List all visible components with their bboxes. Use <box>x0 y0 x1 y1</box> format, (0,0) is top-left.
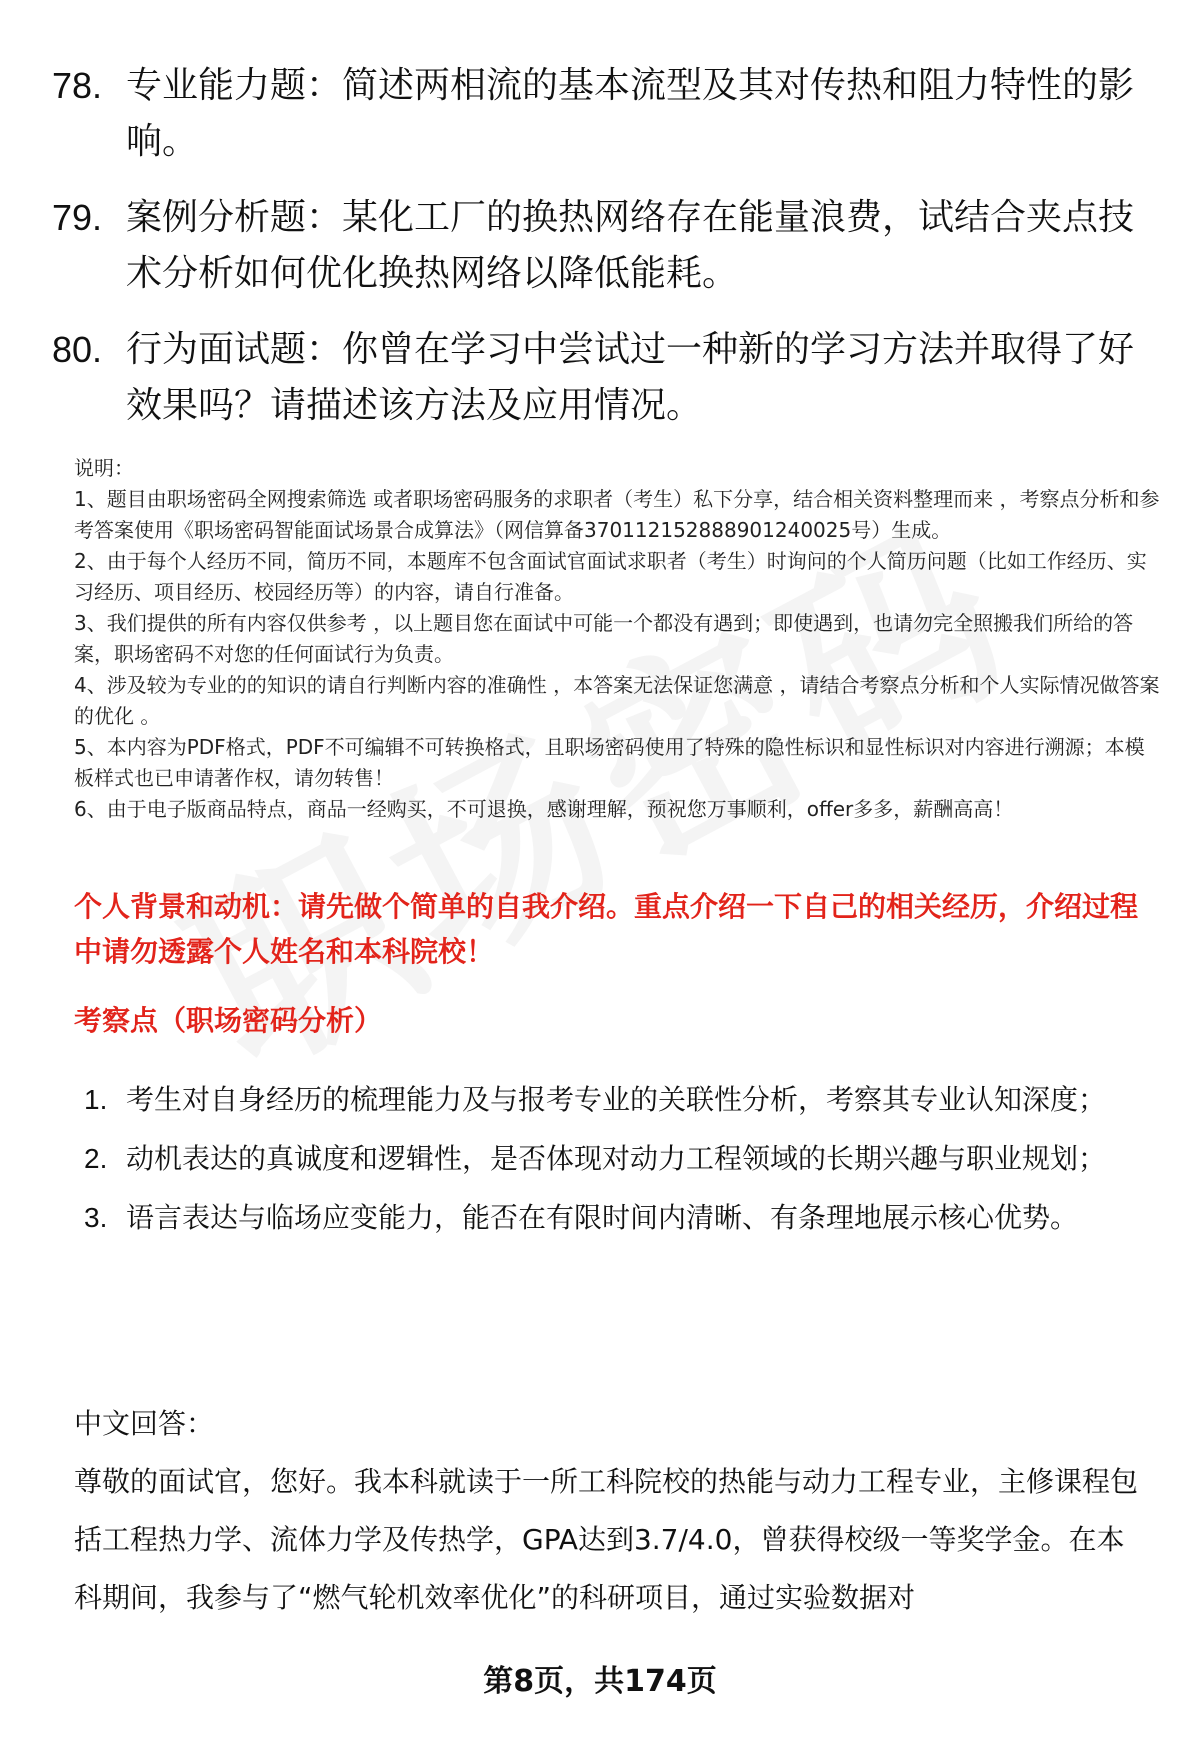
question-text: 行为面试题：你曾在学习中尝试过一种新的学习方法并取得了好效果吗？请描述该方法及应用情况。 <box>126 329 1135 426</box>
disclaimer-notes <box>74 453 1164 825</box>
note-item: 5、本内容为PDF格式，PDF不可编辑不可转换格式，且职场密码使用了特殊的隐性标识和显性标识对内容进行溯源；本模板样式也已申请著作权，请勿转售！ <box>74 735 1145 790</box>
focus-heading: 考察点（职场密码分析） <box>74 1004 383 1037</box>
focus-point-number: 2. <box>84 1143 108 1174</box>
question-text: 专业能力题：简述两相流的基本流型及其对传热和阻力特性的影响。 <box>126 65 1135 162</box>
interview-prompt-heading: 个人背景和动机：请先做个简单的自我介绍。重点介绍一下自己的相关经历，介绍过程中请勿透露个人姓名和本科院校！ <box>74 890 1139 968</box>
focus-point-item <box>84 1129 1134 1188</box>
focus-point-text: 动机表达的真诚度和逻辑性，是否体现对动力工程领域的长期兴趣与职业规划； <box>126 1142 1107 1175</box>
note-item: 3、我们提供的所有内容仅供参考 ，以上题目您在面试中可能一个都没有遇到；即使遇到，也请勿完全照搬我们所给的答案，职场密码不对您的任何面试行为负责。 <box>74 611 1134 666</box>
question-item <box>52 190 1142 302</box>
note-item: 4、涉及较为专业的的知识的请自行判断内容的准确性 ，本答案无法保证您满意 ，请结合考察点分析和个人实际情况做答案的优化 。 <box>74 673 1160 728</box>
answer-label: 中文回答： <box>74 1407 215 1440</box>
note-item: 6、由于电子版商品特点，商品一经购买，不可退换，感谢理解，预祝您万事顺利，offer多多，薪酬高高！ <box>74 797 1014 821</box>
question-number: 80. <box>52 329 103 370</box>
note-item: 2、由于每个人经历不同，简历不同，本题库不包含面试官面试求职者（考生）时询问的个人简历问题（比如工作经历、实习经历、项目经历、校园经历等）的内容，请自行准备。 <box>74 549 1147 604</box>
question-item <box>52 322 1142 434</box>
page-number-footer: 第8页，共174页 <box>483 1664 717 1699</box>
focus-point-text: 语言表达与临场应变能力，能否在有限时间内清晰、有条理地展示核心优势。 <box>126 1201 1079 1234</box>
question-list <box>52 58 1142 454</box>
focus-point-number: 1. <box>84 1084 108 1115</box>
focus-point-number: 3. <box>84 1202 108 1233</box>
notes-title: 说明： <box>74 456 134 480</box>
focus-point-text: 考生对自身经历的梳理能力及与报考专业的关联性分析，考察其专业认知深度； <box>126 1083 1107 1116</box>
answer-text: 尊敬的面试官，您好。我本科就读于一所工科院校的热能与动力工程专业，主修课程包括工程热力学、流体力学及传热学，GPA达到3.7/4.0，曾获得校级一等奖学金。在本科期间，我参与了“燃气轮机效率优化”的科研项目，通过实验数据对 <box>74 1465 1139 1614</box>
question-number: 79. <box>52 197 103 238</box>
question-number: 78. <box>52 65 103 106</box>
focus-point-item <box>84 1070 1134 1129</box>
note-item: 1、题目由职场密码全网搜索筛选 或者职场密码服务的求职者（考生）私下分享，结合相关资料整理而来 ，考察点分析和参考答案使用《职场密码智能面试场景合成算法》（网信算备370112152888901240025号）生成。 <box>74 487 1160 542</box>
focus-point-item <box>84 1188 1134 1247</box>
focus-point-list <box>84 1070 1134 1247</box>
question-text: 案例分析题：某化工厂的换热网络存在能量浪费，试结合夹点技术分析如何优化换热网络以降低能耗。 <box>126 197 1135 294</box>
question-item <box>52 58 1142 170</box>
